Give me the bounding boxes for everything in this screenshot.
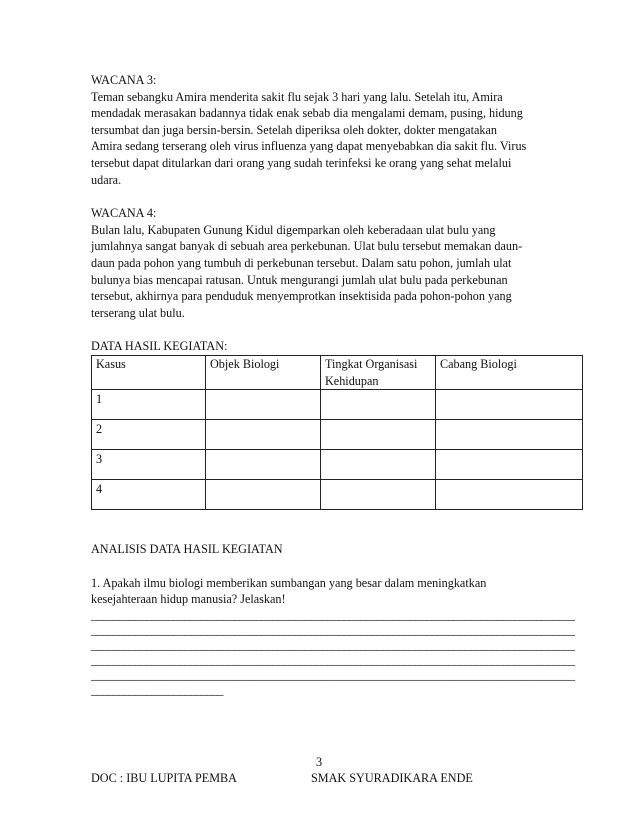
analysis-title: ANALISIS DATA HASIL KEGIATAN bbox=[91, 542, 283, 557]
table-cell[interactable] bbox=[436, 480, 583, 510]
table-cell: 1 bbox=[92, 390, 206, 420]
analysis-section bbox=[91, 541, 575, 698]
wacana-3-line: mendadak merasakan badannya tidak enak sebab dia mengalami demam, pusing, hidung bbox=[91, 106, 523, 121]
table-row bbox=[92, 420, 583, 450]
answer-line[interactable]: ________________________________________________________________________________________ bbox=[91, 667, 575, 682]
table-header-cell: Tingkat Organisasi Kehidupan bbox=[321, 355, 436, 389]
answer-line[interactable]: ________________________________________________________________________________________ bbox=[91, 607, 575, 622]
table-cell[interactable] bbox=[206, 480, 321, 510]
wacana-4-line: tersebut, akhirnya para penduduk menyemprotkan insektisida pada pohon-pohon yang bbox=[91, 289, 512, 304]
table-cell[interactable] bbox=[321, 420, 436, 450]
answer-line[interactable]: ________________________ bbox=[91, 682, 223, 697]
wacana-4-line: bulunya bias mencapai ratusan. Untuk mengurangi jumlah ulat bulu pada perkebunan bbox=[91, 272, 508, 287]
wacana-3-line: tersumbat dan juga bersin-bersin. Setelah diperiksa oleh dokter, dokter mengatakan bbox=[91, 122, 497, 137]
wacana-3-title: WACANA 3: bbox=[91, 73, 157, 87]
wacana-3-line: tersebut dapat ditularkan dari orang yang sudah terinfeksi ke orang yang sehat melalui bbox=[91, 155, 512, 170]
table-row bbox=[92, 390, 583, 420]
answer-line[interactable]: ________________________________________________________________________________________ bbox=[91, 622, 575, 637]
answer-area[interactable] bbox=[91, 607, 575, 698]
footer-doc: DOC : IBU LUPITA PEMBA bbox=[91, 771, 237, 785]
table-cell[interactable] bbox=[321, 480, 436, 510]
page-content bbox=[91, 72, 575, 698]
table-cell[interactable] bbox=[206, 420, 321, 450]
footer-school: SMAK SYURADIKARA ENDE bbox=[311, 771, 473, 785]
answer-line[interactable]: ________________________________________________________________________________________ bbox=[91, 637, 575, 652]
wacana-4 bbox=[91, 205, 551, 321]
wacana-3 bbox=[91, 72, 551, 188]
table-cell[interactable] bbox=[321, 390, 436, 420]
wacana-3-line: udara. bbox=[91, 172, 122, 187]
wacana-3-line: Amira sedang terserang oleh virus influenza yang dapat menyebabkan dia sakit flu. Virus bbox=[91, 139, 527, 154]
wacana-4-line: daun pada pohon yang tumbuh di perkebunan tersebut. Dalam satu pohon, jumlah ulat bbox=[91, 255, 512, 270]
table-header-cell: Objek Biologi bbox=[206, 355, 321, 389]
table-header-cell: Cabang Biologi bbox=[436, 355, 583, 389]
table-cell: 3 bbox=[92, 450, 206, 480]
table-cell: 4 bbox=[92, 480, 206, 510]
table-cell[interactable] bbox=[436, 390, 583, 420]
analysis-question: 1. Apakah ilmu biologi memberikan sumbangan yang besar dalam meningkatkan bbox=[91, 575, 487, 590]
table-row bbox=[92, 480, 583, 510]
table-cell[interactable] bbox=[436, 450, 583, 480]
data-table bbox=[91, 355, 583, 510]
answer-line[interactable]: ________________________________________________________________________________________ bbox=[91, 652, 575, 667]
analysis-question: kesejahteraan hidup manusia? Jelaskan! bbox=[91, 592, 286, 607]
data-section bbox=[91, 338, 551, 510]
wacana-4-title: WACANA 4: bbox=[91, 206, 157, 221]
table-cell[interactable] bbox=[206, 450, 321, 480]
wacana-4-line: terserang ulat bulu. bbox=[91, 305, 185, 320]
wacana-4-line: Bulan lalu, Kabupaten Gunung Kidul digemparkan oleh keberadaan ulat bulu yang bbox=[91, 222, 496, 237]
table-row bbox=[92, 450, 583, 480]
table-cell[interactable] bbox=[436, 420, 583, 450]
data-table-title: DATA HASIL KEGIATAN: bbox=[91, 339, 228, 354]
page-number: 3 bbox=[315, 755, 323, 769]
table-header-cell: Kasus bbox=[92, 355, 206, 389]
wacana-3-line: Teman sebangku Amira menderita sakit flu sejak 3 hari yang lalu. Setelah itu, Amira bbox=[91, 89, 503, 104]
table-header-row bbox=[92, 355, 583, 389]
wacana-4-line: jumlahnya sangat banyak di sebuah area perkebunan. Ulat bulu tersebut memakan daun- bbox=[91, 239, 523, 254]
table-cell: 2 bbox=[92, 420, 206, 450]
table-cell[interactable] bbox=[321, 450, 436, 480]
table-cell[interactable] bbox=[206, 390, 321, 420]
